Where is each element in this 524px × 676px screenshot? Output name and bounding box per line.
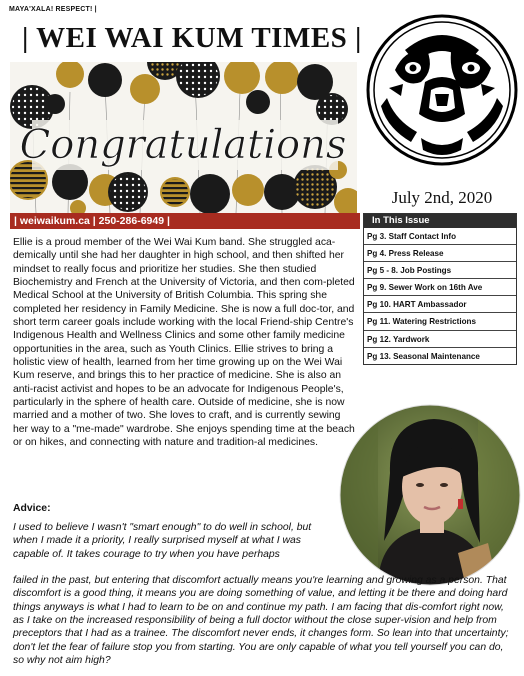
issue-item[interactable]: Pg 10. HART Ambassador bbox=[364, 296, 516, 313]
congratulations-banner bbox=[10, 62, 357, 213]
contact-bar: | weiwaikum.ca | 250-286-6949 | bbox=[10, 213, 360, 229]
article-body bbox=[13, 236, 356, 450]
issue-item[interactable]: Pg 5 - 8. Job Postings bbox=[364, 262, 516, 279]
advice-text-top: I used to believe I wasn't "smart enough" to do well in school, but when I made it a priority, I really surprised myself at what I was capable of. It takes courage to try when you have perhaps bbox=[13, 522, 312, 560]
masthead-title: | WEI WAI KUM TIMES | bbox=[22, 22, 362, 54]
issue-item[interactable]: Pg 9. Sewer Work on 16th Ave bbox=[364, 279, 516, 296]
issue-item[interactable]: Pg 3. Staff Contact Info bbox=[364, 228, 516, 245]
wei-wai-kum-logo bbox=[365, 10, 519, 170]
issue-item[interactable]: Pg 12. Yardwork bbox=[364, 331, 516, 348]
in-this-issue-heading: In This Issue bbox=[364, 214, 516, 228]
portrait-photo bbox=[338, 403, 522, 587]
banner-title: Congratulations bbox=[19, 122, 347, 168]
article-paragraph: Ellie is a proud member of the Wei Wai Kum band. She struggled aca-demically until she had her daughter in high school, and then shifted her mindset to really focus and prioritize her studies. She then studied Biochemistry and French at the University of Victoria, and then com-pleted Medical School at the University of British Columbia. This spring she completed her residency in Family Medicine. She is now a full doc-tor, and short term career goals include working with the local Friend-ship Centre's Indigenous Health and Wellness Clinics and some other family medicine opportunities in the area, such as Youth Clinics. Ellie strives to bring a holistic view of health, learned from her time growing up on the Wei Wai Kum reserve, and brings this to her practice of medicine. She is also an anti-racist activist and hopes to be an advocate for Indigenous People's, particularly in the sphere of health care. Outside of medicine, she is now married and a mother of two. She loves to craft, and is currently sewing her way to a "me-made" wardrobe. She enjoys spending time at the beach or on hikes, and connecting with nature and tradition-al medicines. bbox=[13, 237, 355, 449]
tagline: MAYA'XALA! RESPECT! | bbox=[9, 6, 97, 13]
issue-item[interactable]: Pg 4. Press Release bbox=[364, 245, 516, 262]
advice-heading: Advice: bbox=[13, 503, 51, 514]
in-this-issue-box bbox=[363, 213, 517, 365]
advice-text-bottom: failed in the past, but entering that discomfort actually means you're learning and growing as a person. That discomfort is a good thing, it means you are doing something of value, and letting it be there and doing hard things anyways is what I had to learn to be on and continue my path. I am facing that dis-comfort right now, as I take on the increased responsibility of being a full doctor without the close super-vision and help from preceptors that I had as a trainee. The discomfort never ends, it changes form. So lean into that uncertainty; don't let the fear of failure stop you from starting. You are only capable of what you tell yourself you can do, so why not aim high? bbox=[13, 575, 509, 667]
issue-date: July 2nd, 2020 bbox=[391, 188, 493, 207]
issue-item[interactable]: Pg 13. Seasonal Maintenance bbox=[367, 351, 480, 361]
issue-item[interactable]: Pg 11. Watering Restrictions bbox=[364, 313, 516, 330]
